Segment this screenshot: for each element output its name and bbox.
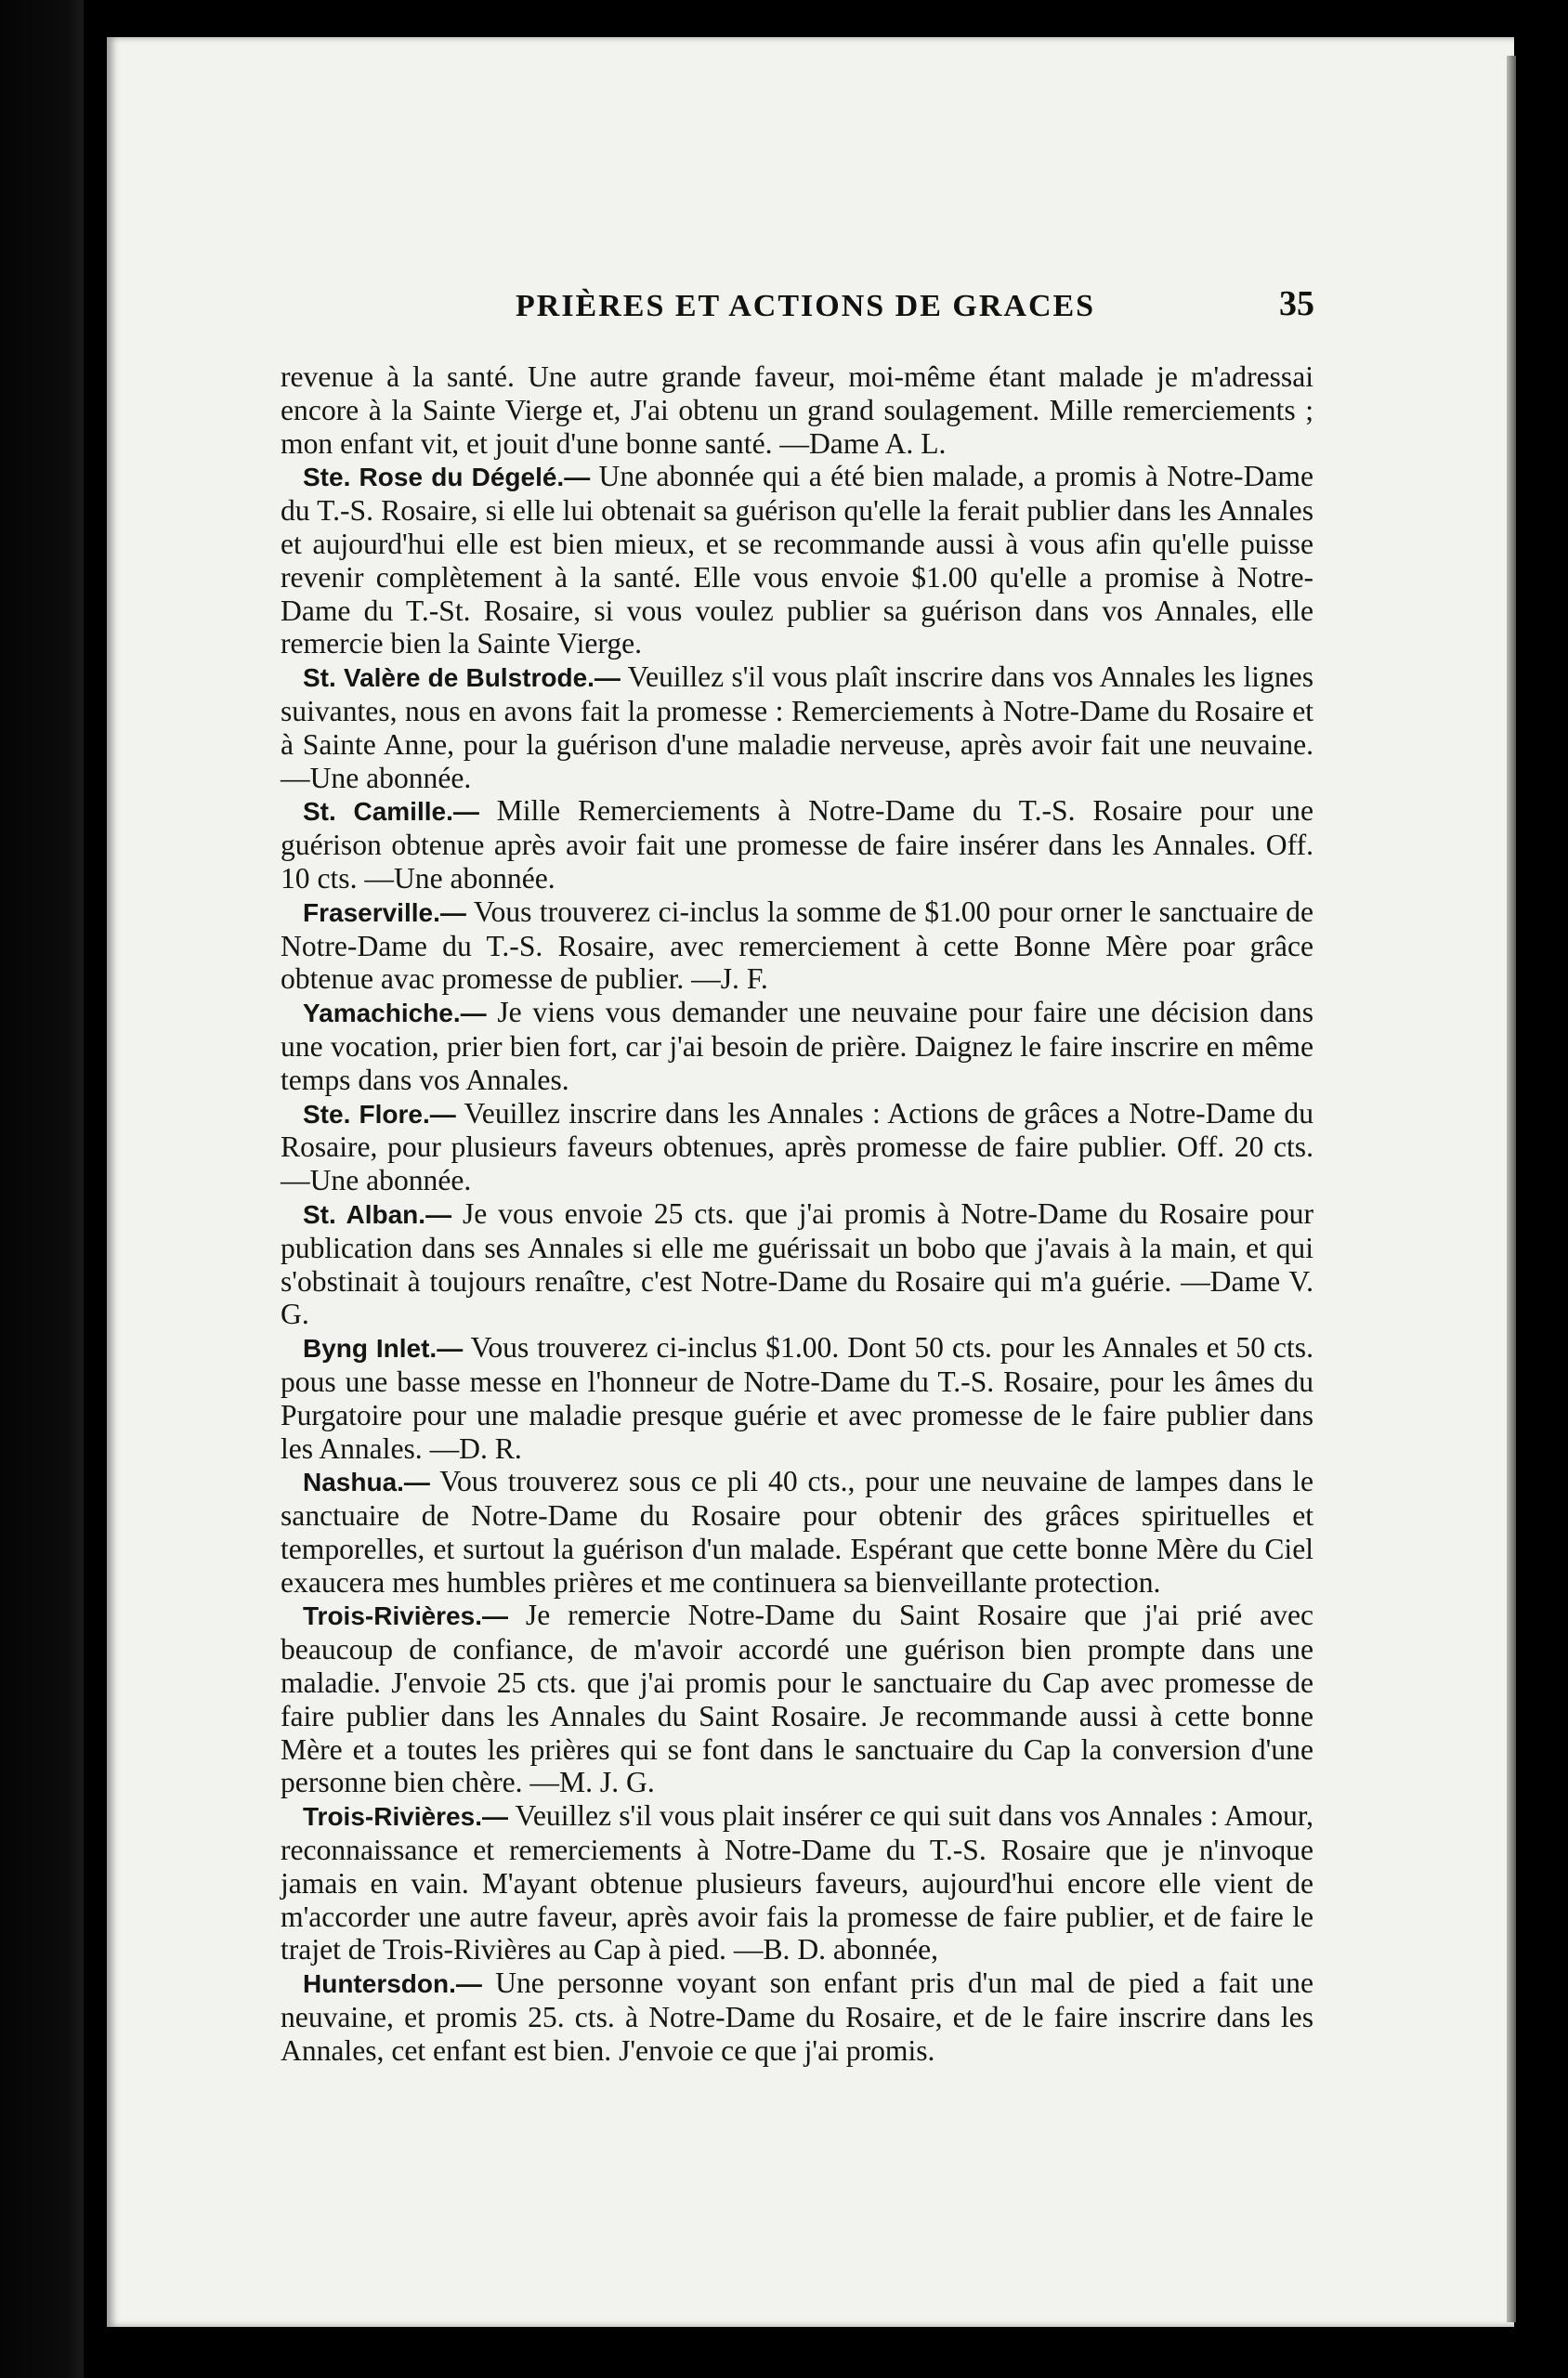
page-edge [1507,56,1516,2322]
paragraph-entry [281,1465,1313,1599]
place-name: Huntersdon.— [303,1969,482,1999]
page-header [516,283,1314,330]
paragraph-text: Veuillez s'il vous plaît inscrire dans vos Annales les lignes suivantes, nous en avons fait la promesse : Remerciements à Notre-Dame du Rosaire et à Sainte Anne, pour la guérison d'une maladie nerveuse, après avoir fait une neuvaine.—Une abonnée. [281,660,1313,794]
paragraph-entry [281,895,1313,996]
place-name: St. Camille.— [303,797,479,827]
paragraph-text: revenue à la santé. Une autre grande faveur, moi-même étant malade je m'adressai encore à la Sainte Vierge et, J'ai obtenu un grand soulagement. Mille remerciements ; mon enfant vit, et jouit d'une bonne santé. —Dame A. L. [281,360,1313,460]
paragraph-text: Une abonnée qui a été bien malade, a promis à Notre-Dame du T.-S. Rosaire, si elle lui obtenait sa guérison qu'elle la ferait publier dans les Annales et aujourd'hui elle est bien mieux, et se recommande aussi à vous afin qu'elle puisse revenir complètement à la santé. Elle vous envoie $1.00 qu'elle a promise à Notre-Dame du T.-St. Rosaire, si vous voulez publier sa guérison dans vos Annales, elle remercie bien la Sainte Vierge. [281,460,1313,660]
paragraph-text: Veuillez inscrire dans les Annales : Actions de grâces a Notre-Dame du Rosaire, pour plusieurs faveurs obtenues, après promesse de faire publier. Off. 20 cts. —Une abonnée. [281,1096,1313,1197]
place-name: Trois-Rivières.— [303,1601,508,1631]
place-name: Fraserville.— [303,897,466,927]
place-name: St. Valère de Bulstrode.— [303,663,621,693]
paragraph-text: Veuillez s'il vous plait insérer ce qui suit dans vos Annales : Amour, reconnaissance et remerciements à Notre-Dame du T.-S. Rosaire que je n'invoque jamais en vain. M'ayant obtenue plusieurs faveurs, aujourd'hui encore elle vient de m'accorder une autre faveur, après avoir fais la promesse de faire publier, et de faire le trajet de Trois-Rivières au Cap à pied. —B. D. abonnée, [281,1799,1313,1966]
paragraph-text: Une personne voyant son enfant pris d'un mal de pied a fait une neuvaine, et promis 25. cts. à Notre-Dame du Rosaire, et de le faire inscrire dans les Annales, cet enfant est bien. J'envoie ce que j'ai promis. [281,1966,1313,2067]
page-body [281,360,1313,2068]
paragraph-entry [281,1097,1313,1197]
running-title: PRIÈRES ET ACTIONS DE GRACES [516,289,1096,323]
paragraph-entry [281,794,1313,895]
paragraph-text: Vous trouverez ci-inclus la somme de $1.00 pour orner le sanctuaire de Notre-Dame du T.-S. Rosaire, avec remerciement à cette Bonne Mère poar grâce obtenue avac promesse de publier. —J. F. [281,895,1313,996]
paragraph-text: Je vous envoie 25 cts. que j'ai promis à Notre-Dame du Rosaire pour publication dans ses Annales si elle me guérissait un bobo que j'avais à la main, et qui s'obstinait à toujours renaître, c'est Notre-Dame du Rosaire qui m'a guérie. —Dame V. G. [281,1196,1313,1331]
paragraph-entry [281,996,1313,1096]
paragraph-entry [281,1599,1313,1799]
scan-background-left [0,0,84,2378]
paragraph-text: Vous trouverez sous ce pli 40 cts., pour une neuvaine de lampes dans le sanctuaire de Notre-Dame du Rosaire pour obtenir des grâces spirituelles et temporelles, et surtout la guérison d'un malade. Espérant que cette bonne Mère du Ciel exaucera mes humbles prières et me continuera sa bienveillante protection. [281,1465,1313,1599]
paragraph-text: Je viens vous demander une neuvaine pour faire une décision dans une vocation, prier bien fort, car j'ai besoin de prière. Daignez le faire inscrire en même temps dans vos Annales. [281,996,1313,1096]
paragraph-continuation [281,360,1313,460]
paragraph-entry [281,1331,1313,1465]
paragraph-entry [281,1966,1313,2067]
page-number: 35 [1279,284,1314,323]
place-name: Yamachiche.— [303,999,487,1028]
place-name: Ste. Rose du Dégelé.— [303,463,591,492]
place-name: Trois-Rivières.— [303,1802,508,1832]
paragraph-entry [281,1197,1313,1331]
paragraph-entry [281,660,1313,794]
paragraph-text: Vous trouverez ci-inclus $1.00. Dont 50 cts. pour les Annales et 50 cts. pous une basse messe en l'honneur de Notre-Dame du T.-S. Rosaire, pour les âmes du Purgatoire pour une maladie presque guérie et avec promesse de le faire publier dans les Annales. —D. R. [281,1331,1313,1465]
place-name: St. Alban.— [303,1199,452,1229]
paragraph-entry [281,460,1313,660]
paragraph-entry [281,1799,1313,1966]
paragraph-text: Mille Remerciements à Notre-Dame du T.-S. Rosaire pour une guérison obtenue après avoir fait une promesse de faire insérer dans les Annales. Off. 10 cts. —Une abonnée. [281,794,1313,895]
place-name: Nashua.— [303,1468,430,1497]
place-name: Byng Inlet.— [303,1334,464,1364]
paragraph-text: Je remercie Notre-Dame du Saint Rosaire que j'ai prié avec beaucoup de confiance, de m'avoir accordé une guérison bien prompte dans une maladie. J'envoie 25 cts. que j'ai promis pour le sanctuaire du Cap avec promesse de faire publier dans les Annales du Saint Rosaire. Je recommande aussi à cette bonne Mère et a toutes les prières qui se font dans le sanctuaire du Cap la conversion d'une personne bien chère. —M. J. G. [281,1599,1313,1799]
place-name: Ste. Flore.— [303,1099,456,1129]
